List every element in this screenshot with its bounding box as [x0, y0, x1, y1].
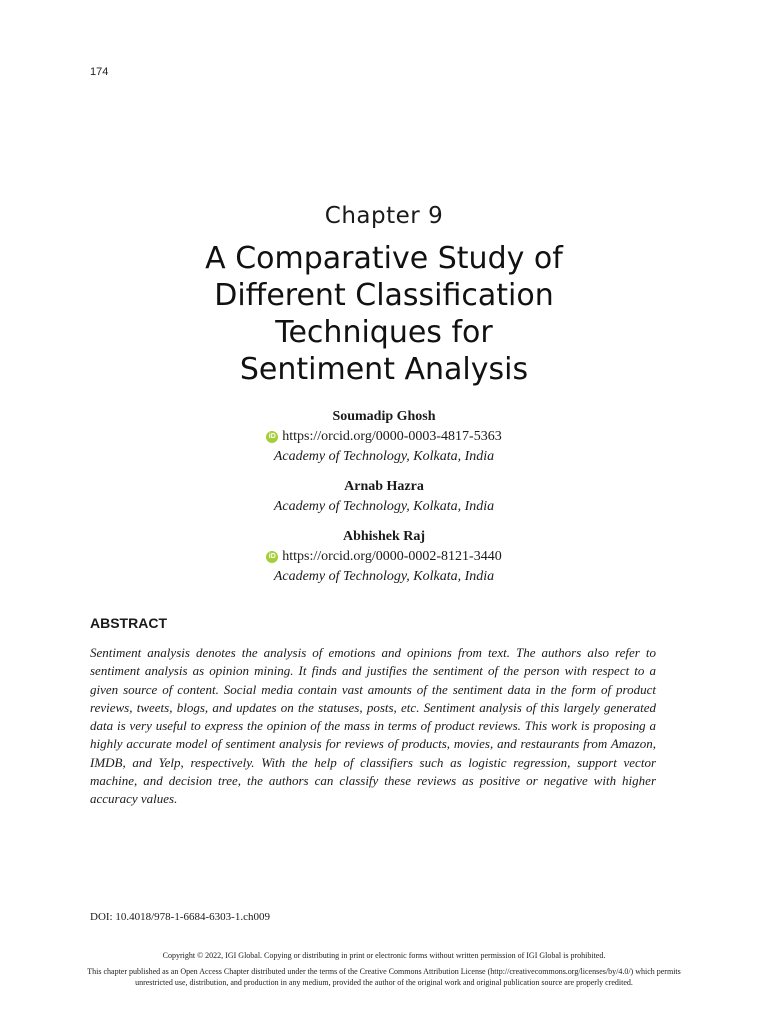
author-block: [0, 407, 768, 467]
license-notice: This chapter published as an Open Access Chapter distributed under the terms of the Creative Commons Attribution License (http://creativecommons.org/licenses/by/4.0/) which permits unrestricted use, distribution, and production in any medium, provided the author of the original work and original publication source are properly credited.: [87, 967, 681, 987]
author-orcid[interactable]: [0, 547, 768, 567]
author-name: Arnab Hazra: [344, 479, 424, 494]
abstract-text: Sentiment analysis denotes the analysis of emotions and opinions from text. The authors also refer to sentiment analysis as opinion mining. It finds and justifies the sentiment of the person with respect to a given source of content. Social media contain vast amounts of the sentiment data in the form of product reviews, tweets, blogs, and updates on the statuses, posts, etc. Sentiment analysis of this largely generated data is very useful to express the opinion of the mass in terms of product reviews. This work is proposing a highly accurate model of sentiment analysis for reviews of products, movies, and restaurants from Amazon, IMDB, and Yelp, respectively. With the help of classifiers such as logistic regression, support vector machine, and decision tree, the authors can classify these reviews as positive or negative with higher accuracy values.: [90, 645, 656, 807]
author-list: [0, 407, 768, 587]
doi: DOI: 10.4018/978-1-6684-6303-1.ch009: [90, 911, 270, 923]
title-line: Different Classification: [214, 278, 554, 313]
title-line: Sentiment Analysis: [239, 352, 529, 387]
author-name: Soumadip Ghosh: [332, 409, 436, 424]
author-affiliation: Academy of Technology, Kolkata, India: [273, 499, 495, 514]
author-affiliation: Academy of Technology, Kolkata, India: [273, 569, 495, 584]
chapter-title: [84, 240, 684, 388]
orcid-link[interactable]: https://orcid.org/0000-0002-8121-3440: [282, 549, 502, 564]
orcid-icon: iD: [266, 551, 278, 563]
orcid-icon: iD: [266, 431, 278, 443]
author-block: [0, 477, 768, 517]
author-name: Abhishek Raj: [342, 529, 426, 544]
copyright-notice: Copyright © 2022, IGI Global. Copying or distributing in print or electronic forms without written permission of IGI Global is prohibited.: [162, 951, 606, 960]
chapter-label: Chapter 9: [324, 203, 444, 229]
author-block: [0, 527, 768, 587]
page-number: 174: [90, 66, 109, 78]
author-affiliation: Academy of Technology, Kolkata, India: [273, 449, 495, 464]
title-line: Techniques for: [275, 315, 493, 350]
title-line: A Comparative Study of: [205, 241, 563, 276]
abstract-heading: ABSTRACT: [90, 615, 167, 631]
orcid-link[interactable]: https://orcid.org/0000-0003-4817-5363: [282, 429, 502, 444]
author-orcid[interactable]: [0, 427, 768, 447]
